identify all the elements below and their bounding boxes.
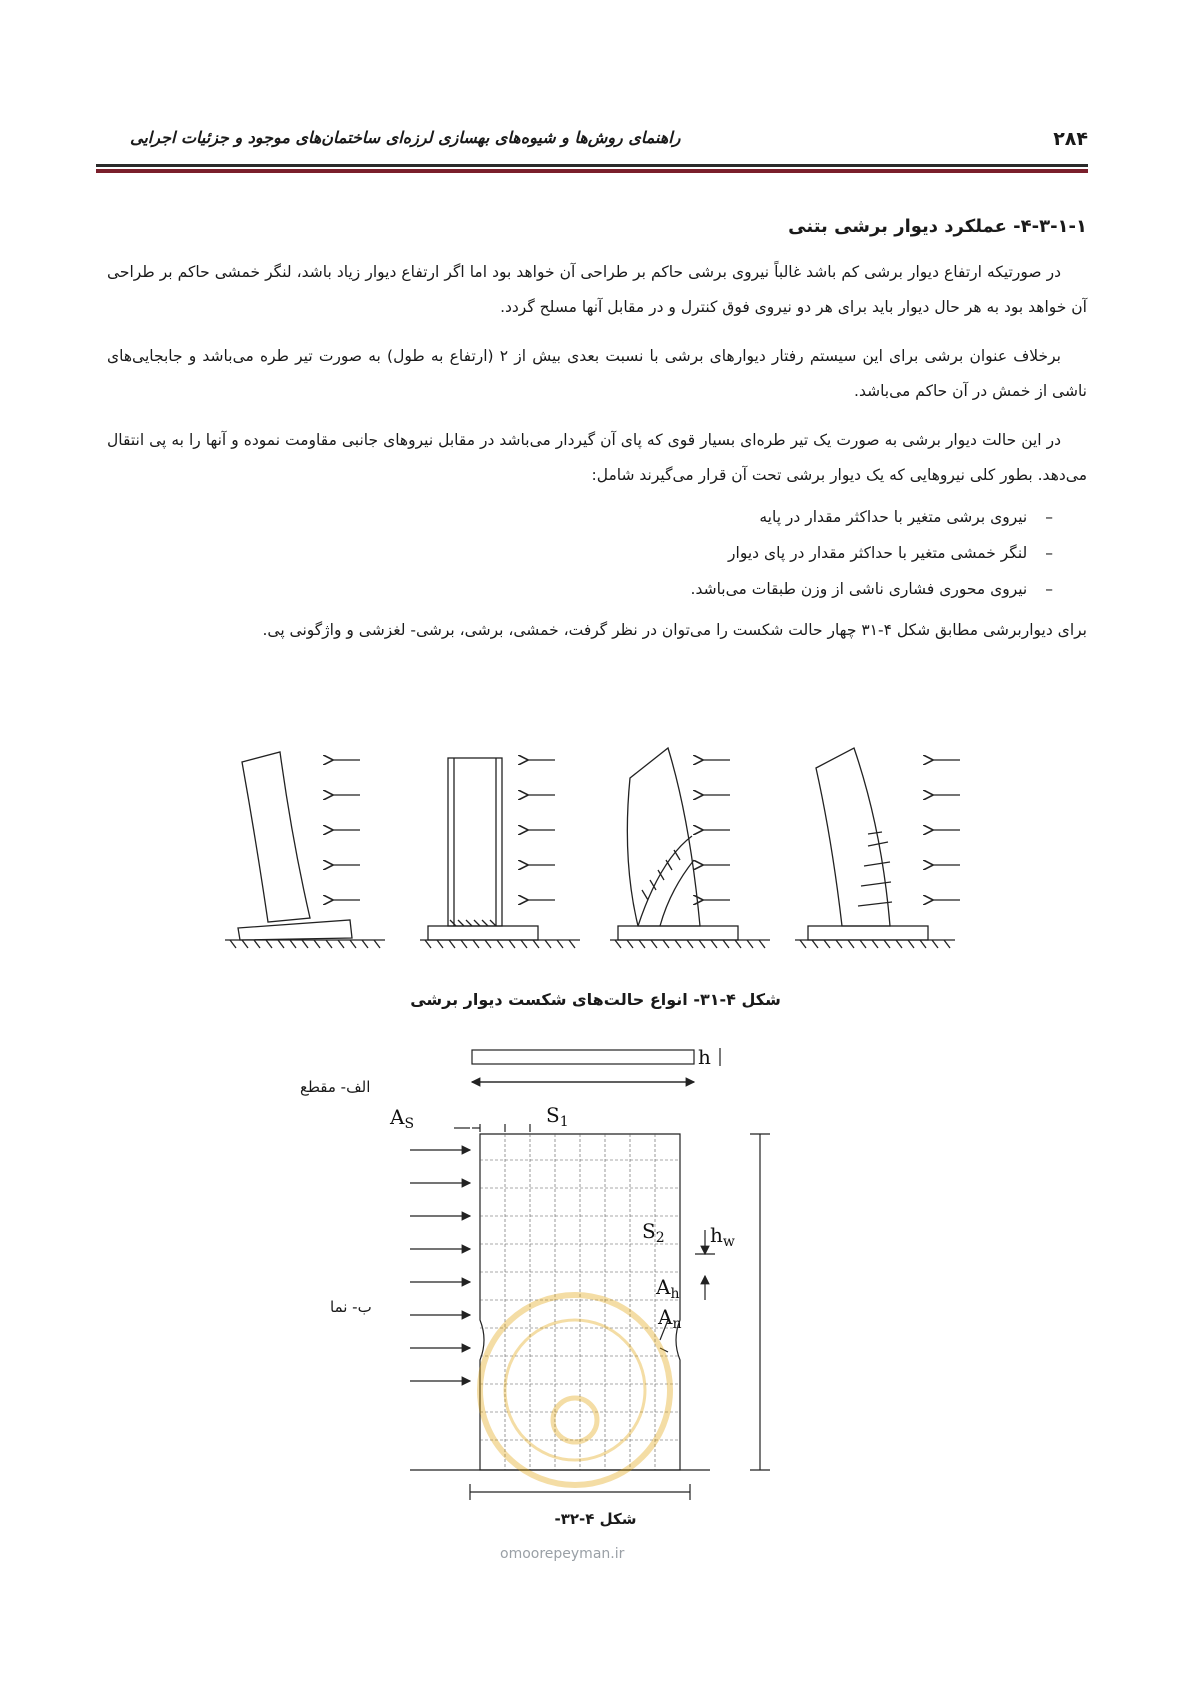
- paragraph-1: در صورتیکه ارتفاع دیوار برشی کم باشد غالباً نیروی برشی حاکم بر طراحی آن خواهد بود اما اگر ارتفاع دیوار زیاد باشد، لنگر خمشی حاکم بر طراحی آن خواهد بود به هر حال دیوار باید برای هر دو نیروی فوق کنترل و در مقابل آنها مسلح گردد.: [107, 263, 1087, 316]
- wall-sliding: [448, 758, 502, 926]
- label-As: $A_S$: [390, 1105, 415, 1132]
- footing-1: [238, 920, 352, 940]
- paragraph-2: برخلاف عنوان برشی برای این سیستم رفتار دیوارهای برشی با نسبت بعدی بیش از ۲ (ارتفاع به طول) به صورت تیر طره می‌باشد و جابجایی‌های ناشی از خمش در آن حاکم می‌باشد.: [107, 347, 1087, 400]
- figure-wall-reinforcement: [390, 1030, 830, 1540]
- figure-failure-modes: [220, 740, 980, 960]
- watermark-url: omoorepeyman.ir: [500, 1546, 625, 1562]
- section-heading: ۴-۳-۱-۱- عملکرد دیوار برشی بتنی: [788, 216, 1087, 237]
- header-rule-accent: [96, 169, 1088, 173]
- section-body: [107, 216, 1087, 662]
- label-S1: $S_1$: [546, 1103, 569, 1130]
- list-item: – نیروی برشی متغیر با حداکثر مقدار در پایه: [107, 499, 1053, 535]
- label-S2: $S_2$: [642, 1219, 665, 1246]
- header-rule: [96, 164, 1088, 167]
- label-section: الف- مقطع: [300, 1078, 371, 1096]
- wall-shear: [627, 748, 700, 926]
- wall-flexure: [816, 748, 890, 926]
- list-item: – نیروی محوری فشاری ناشی از وزن طبقات می‌باشد.: [107, 571, 1053, 607]
- footing-3: [618, 926, 738, 940]
- force-list: [107, 499, 1087, 607]
- label-elevation: ب- نما: [330, 1298, 372, 1316]
- figure31-caption: شکل ۴-۳۱- انواع حالت‌های شکست دیوار برشی: [410, 990, 781, 1009]
- wall-overturn: [242, 752, 310, 922]
- ground-hatch-1: [225, 940, 385, 948]
- paragraph-3: در این حالت دیوار برشی به صورت یک تیر طره‌ای بسیار قوی که پای آن گیردار می‌باشد در مقابل نیروهای جانبی مقاومت نموده و آنها را به پی انتقال می‌دهد. بطور کلی نیروهایی که یک دیوار برشی تحت آن قرار می‌گیرند شامل:: [107, 431, 1087, 484]
- page-number: ۲۸۴: [1053, 128, 1088, 150]
- closing-paragraph: برای دیواربرشی مطابق شکل ۴-۳۱ چهار حالت شکست را می‌توان در نظر گرفت، خمشی، برشی، برشی- لغزشی و واژگونی پی.: [262, 621, 1087, 639]
- label-hw: $h_w$: [710, 1223, 735, 1250]
- footing-4: [808, 926, 928, 940]
- footing-2: [428, 926, 538, 940]
- label-Ah: $A_h$: [656, 1275, 680, 1302]
- page-header: [96, 128, 1088, 162]
- label-An: $A_n$: [658, 1305, 682, 1332]
- wall-section-rect: [472, 1050, 694, 1064]
- figure32-caption: شکل ۴-۳۲-: [554, 1510, 637, 1528]
- list-item: – لنگر خمشی متغیر با حداکثر مقدار در پای دیوار: [107, 535, 1053, 571]
- watermark-stamp: [480, 1295, 670, 1485]
- book-title: راهنمای روش‌ها و شیوه‌های بهسازی لرزه‌ای ساختمان‌های موجود و جزئیات اجرایی: [130, 128, 681, 147]
- label-h: h: [698, 1045, 711, 1069]
